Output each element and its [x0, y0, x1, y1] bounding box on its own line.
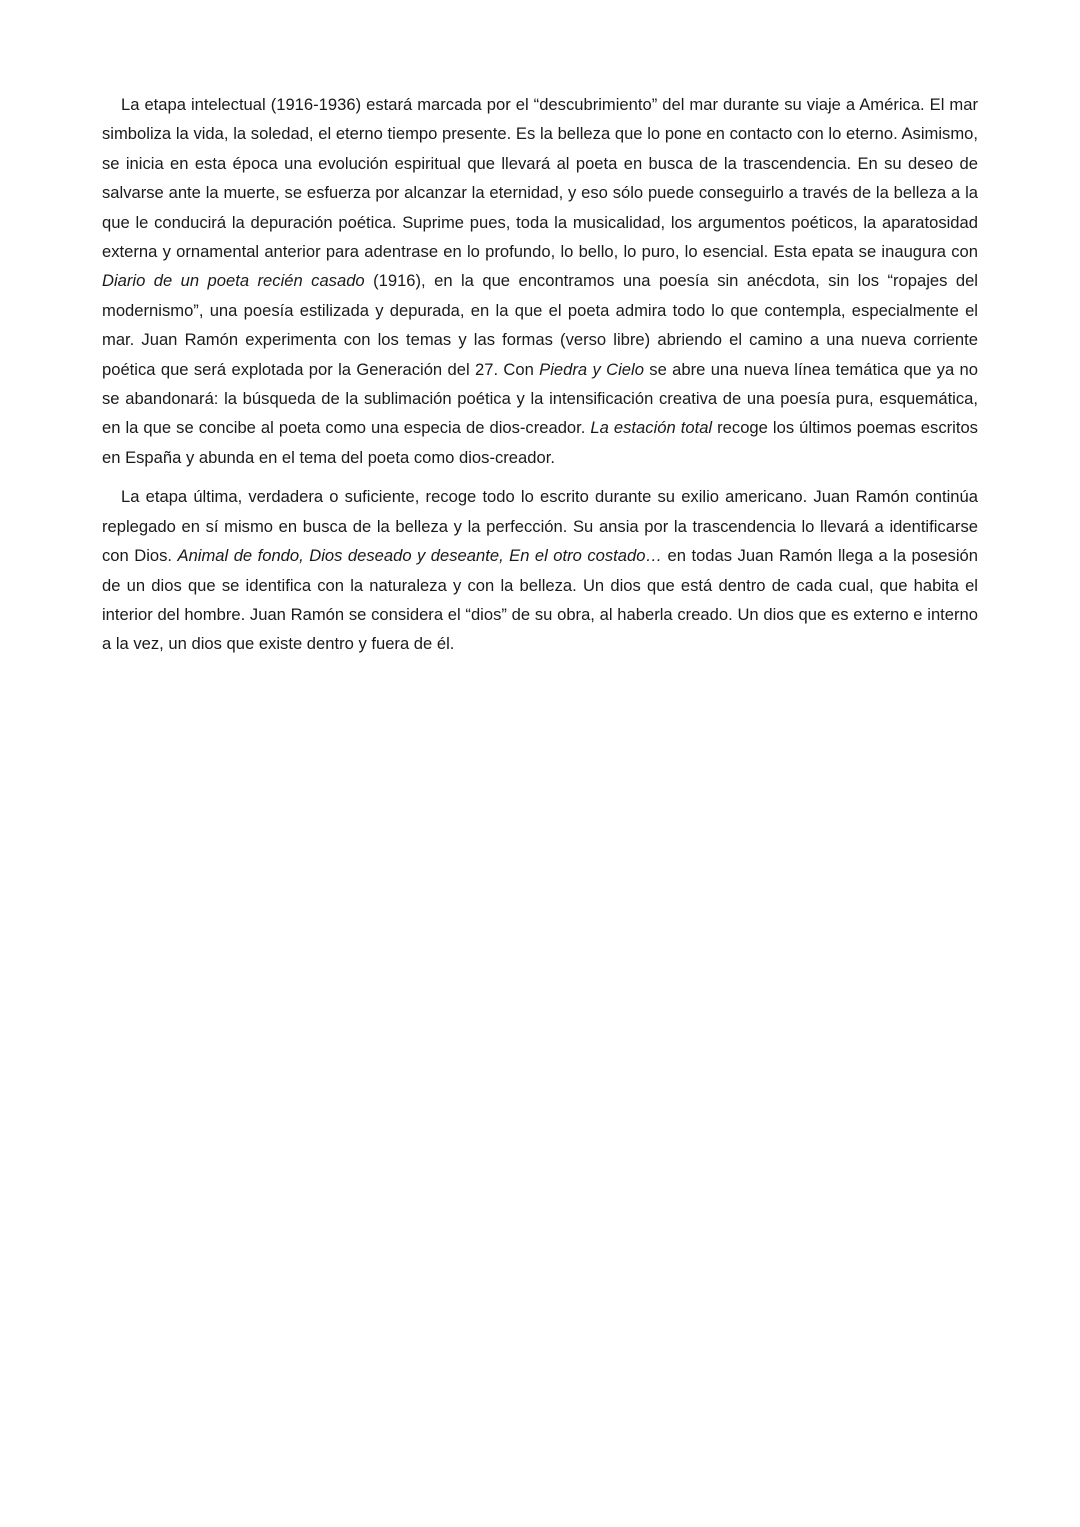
text-segment: (1916), en la que encontramos una poesía sin anécdota, sin los “ropajes del modernismo”, una poesía estilizada y depurada, en la que el poeta admira todo lo que contempla, especialmente el mar. Juan Ramón experimenta con los temas y las formas (verso libre) abriendo el camino a una nueva corriente poética que será explotada por la Generación del 27. Con: [102, 271, 978, 379]
book-title-piedra-y-cielo: Piedra y Cielo: [539, 359, 644, 379]
book-title-la-estacion-total: La estación total: [590, 418, 713, 438]
paragraph-etapa-ultima: [102, 482, 978, 658]
text-segment: en todas Juan Ramón llega a la posesión de un dios que se identifica con la naturaleza y con la belleza. Un dios que está dentro de cada cual, que habita el interior del hombre. Juan Ramón se considera el “dios” de su obra, al haberla creado. Un dios que es externo e interno a la vez, un dios que existe dentro y fuera de él.: [102, 546, 978, 654]
text-segment: La etapa intelectual (1916-1936) estará marcada por el “descubrimiento” del mar durante su viaje a América. El mar simboliza la vida, la soledad, el eterno tiempo presente. Es la belleza que lo pone en contacto con lo eterno. Asimismo, se inicia en esta época una evolución espiritual que llevará al poeta en busca de la trascendencia. En su deseo de salvarse ante la muerte, se esfuerza por alcanzar la eternidad, y eso sólo puede conseguirlo a través de la belleza a la que le conducirá la depuración poética. Suprime pues, toda la musicalidad, los argumentos poéticos, la aparatosidad externa y ornamental anterior para adentrase en lo profundo, lo bello, lo puro, lo esencial. Esta epata se inaugura con: [102, 95, 978, 262]
book-title-diario-de-un-poeta: Diario de un poeta recién casado: [102, 271, 365, 291]
paragraph-etapa-intelectual: [102, 90, 978, 472]
document-page: [102, 90, 978, 669]
text-segment: recoge los últimos poemas escritos en España y abunda en el tema del poeta como dios-creador.: [102, 418, 978, 467]
text-segment: La etapa última, verdadera o suficiente, recoge todo lo escrito durante su exilio americano. Juan Ramón continúa replegado en sí mismo en busca de la belleza y la perfección. Su ansia por la trascendencia lo llevará a identificarse con Dios.: [102, 487, 978, 566]
book-titles-exilio: Animal de fondo, Dios deseado y deseante, En el otro costado…: [177, 546, 663, 566]
text-segment: se abre una nueva línea temática que ya no se abandonará: la búsqueda de la sublimación poética y la intensificación creativa de una poesía pura, esquemática, en la que se concibe al poeta como una especia de dios-creador.: [102, 359, 978, 438]
